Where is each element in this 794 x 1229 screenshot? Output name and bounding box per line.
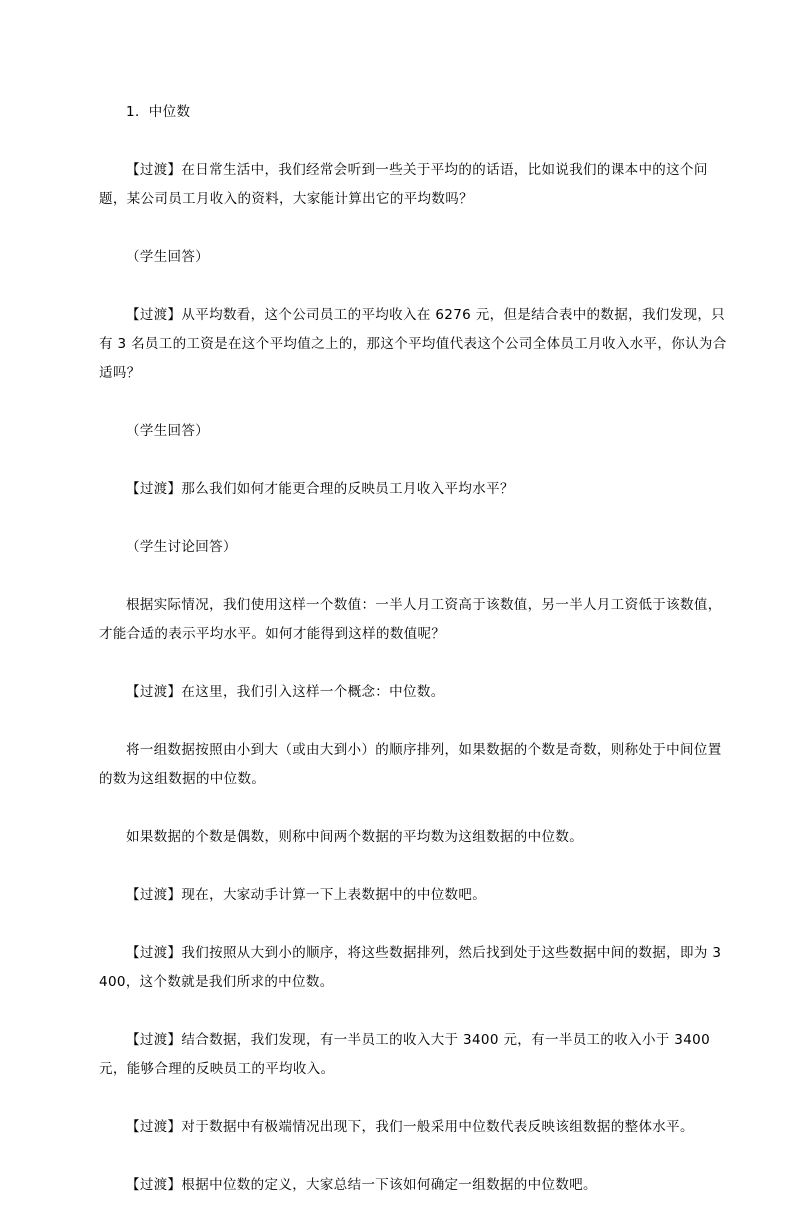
paragraph: 【过渡】对于数据中有极端情况出现下，我们一般采用中位数代表反映该组数据的整体水平。	[126, 1119, 694, 1135]
paragraph: 将一组数据按照由小到大（或由大到小）的顺序排列，如果数据的个数是奇数，则称处于中间位置的数为这组数据的中位数。	[99, 742, 722, 787]
paragraph: 【过渡】我们按照从大到小的顺序，将这些数据排列，然后找到处于这些数据中间的数据，即为 3400，这个数就是我们所求的中位数。	[99, 945, 722, 990]
paragraph: 【过渡】从平均数看，这个公司员工的平均收入在 6276 元，但是结合表中的数据，我们发现，只有 3 名员工的工资是在这个平均值之上的，那这个平均值代表这个公司全体员工月收入水平，你认为合适吗？	[99, 307, 727, 381]
paragraph: 【过渡】现在，大家动手计算一下上表数据中的中位数吧。	[126, 887, 487, 903]
paragraph: （学生回答）	[126, 423, 210, 439]
paragraph: 【过渡】根据中位数的定义，大家总结一下该如何确定一组数据的中位数吧。	[126, 1177, 597, 1193]
paragraph: 【过渡】在日常生活中，我们经常会听到一些关于平均的的话语，比如说我们的课本中的这个问题，某公司员工月收入的资料，大家能计算出它的平均数吗？	[99, 162, 708, 207]
paragraph: 【过渡】在这里，我们引入这样一个概念：中位数。	[126, 684, 445, 700]
paragraph: 【过渡】那么我们如何才能更合理的反映员工月收入平均水平？	[126, 481, 514, 497]
paragraph: 【过渡】结合数据，我们发现，有一半员工的收入大于 3400 元，有一半员工的收入小于 3400 元，能够合理的反映员工的平均收入。	[99, 1032, 711, 1077]
paragraph: 根据实际情况，我们使用这样一个数值：一半人月工资高于该数值，另一半人月工资低于该数值，才能合适的表示平均水平。如何才能得到这样的数值呢？	[99, 597, 722, 642]
paragraph: （学生回答）	[126, 249, 210, 265]
paragraph: （学生讨论回答）	[126, 539, 237, 555]
paragraph: 如果数据的个数是偶数，则称中间两个数据的平均数为这组数据的中位数。	[126, 829, 584, 845]
section-heading: 1．中位数	[126, 104, 191, 120]
document-body	[99, 98, 729, 1229]
